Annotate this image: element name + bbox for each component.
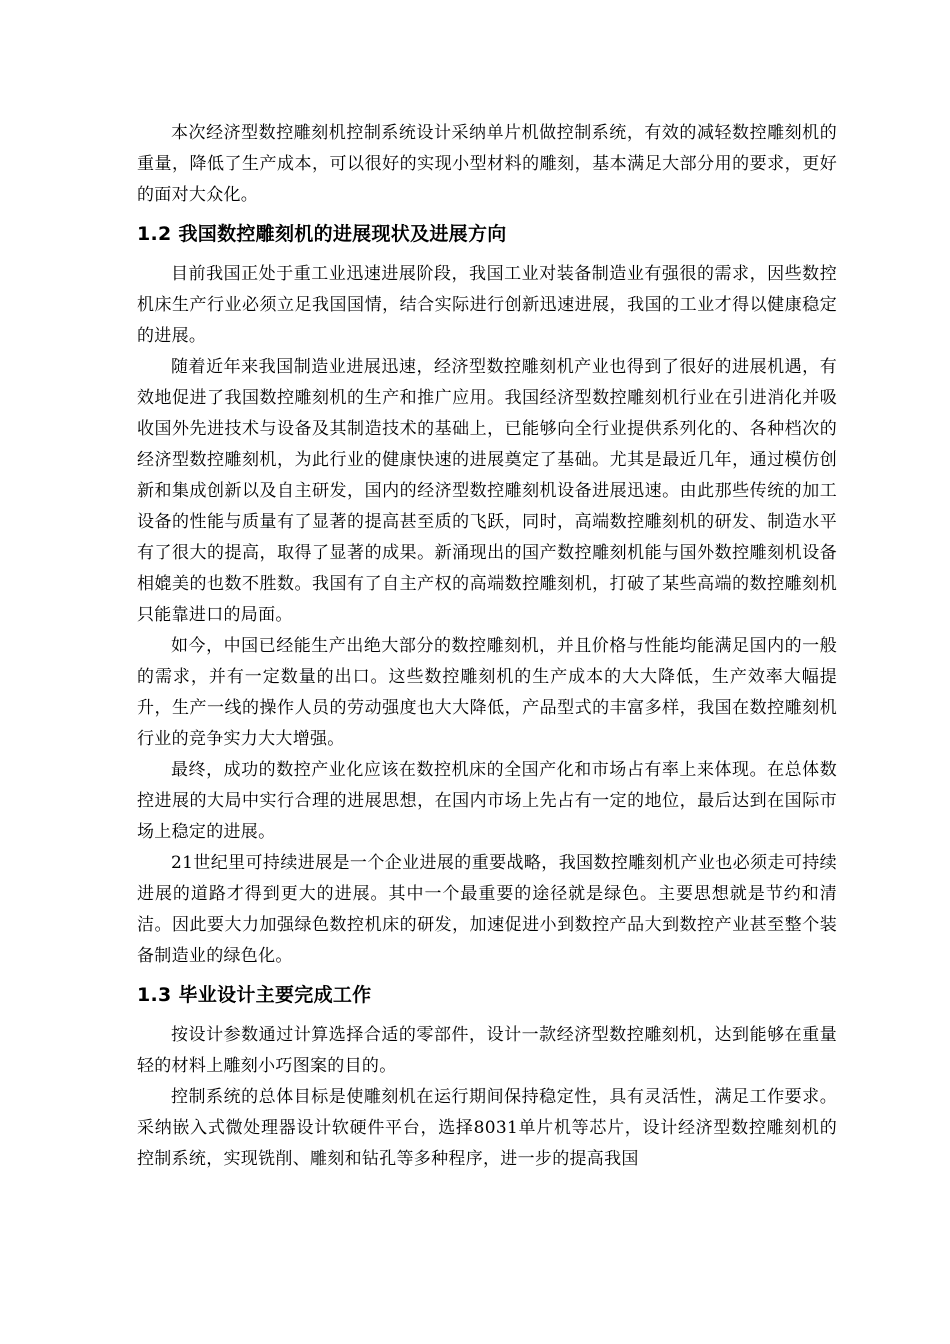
paragraph: 控制系统的总体目标是使雕刻机在运行期间保持稳定性，具有灵活性，满足工作要求。采纳嵌入式微处理器设计软硬件平台，选择8031单片机等芯片，设计经济型数控雕刻机的控制系统，实现铣削、雕刻和钻孔等多种程序，进一步的提高我国 bbox=[137, 1087, 837, 1169]
paragraph: 目前我国正处于重工业迅速进展阶段，我国工业对装备制造业有强很的需求，因些数控机床生产行业必须立足我国国情，结合实际进行创新迅速进展，我国的工业才得以健康稳定的进展。 bbox=[137, 264, 837, 346]
paragraph: 随着近年来我国制造业进展迅速，经济型数控雕刻机产业也得到了很好的进展机遇，有效地促进了我国数控雕刻机的生产和推广应用。我国经济型数控雕刻机行业在引进消化并吸收国外先进技术与设备及其制造技术的基础上，已能够向全行业提供系列化的、各种档次的经济型数控雕刻机，为此行业的健康快速的进展奠定了基础。尤其是最近几年，通过模仿创新和集成创新以及自主研发，国内的经济型数控雕刻机设备进展迅速。由此那些传统的加工设备的性能与质量有了显著的提高甚至质的飞跃，同时，高端数控雕刻机的研发、制造水平有了很大的提高，取得了显著的成果。新涌现出的国产数控雕刻机能与国外数控雕刻机设备相媲美的也数不胜数。我国有了自主产权的高端数控雕刻机，打破了某些高端的数控雕刻机只能靠进口的局面。 bbox=[137, 357, 837, 625]
section-heading-1-3: 1.3 毕业设计主要完成工作 bbox=[137, 984, 372, 1006]
paragraph: 最终，成功的数控产业化应该在数控机床的全国产化和市场占有率上来体现。在总体数控进展的大局中实行合理的进展思想，在国内市场上先占有一定的地位，最后达到在国际市场上稳定的进展。 bbox=[137, 760, 837, 842]
paragraph: 按设计参数通过计算选择合适的零部件，设计一款经济型数控雕刻机，达到能够在重量轻的材料上雕刻小巧图案的目的。 bbox=[137, 1025, 837, 1076]
section-heading-1-2: 1.2 我国数控雕刻机的进展现状及进展方向 bbox=[137, 223, 507, 245]
intro-paragraph: 本次经济型数控雕刻机控制系统设计采纳单片机做控制系统，有效的减轻数控雕刻机的重量，降低了生产成本，可以很好的实现小型材料的雕刻，基本满足大部分用的要求，更好的面对大众化。 bbox=[137, 123, 837, 205]
paragraph: 如今，中国已经能生产出绝大部分的数控雕刻机，并且价格与性能均能满足国内的一般的需求，并有一定数量的出口。这些数控雕刻机的生产成本的大大降低，生产效率大幅提升，生产一线的操作人员的劳动强度也大大降低，产品型式的丰富多样，我国在数控雕刻机行业的竞争实力大大增强。 bbox=[137, 636, 837, 749]
paragraph: 21世纪里可持续进展是一个企业进展的重要战略，我国数控雕刻机产业也必须走可持续进展的道路才得到更大的进展。其中一个最重要的途径就是绿色。主要思想就是节约和清洁。因此要大力加强绿色数控机床的研发，加速促进小到数控产品大到数控产业甚至整个装备制造业的绿色化。 bbox=[137, 853, 837, 966]
document-body bbox=[137, 118, 837, 1175]
